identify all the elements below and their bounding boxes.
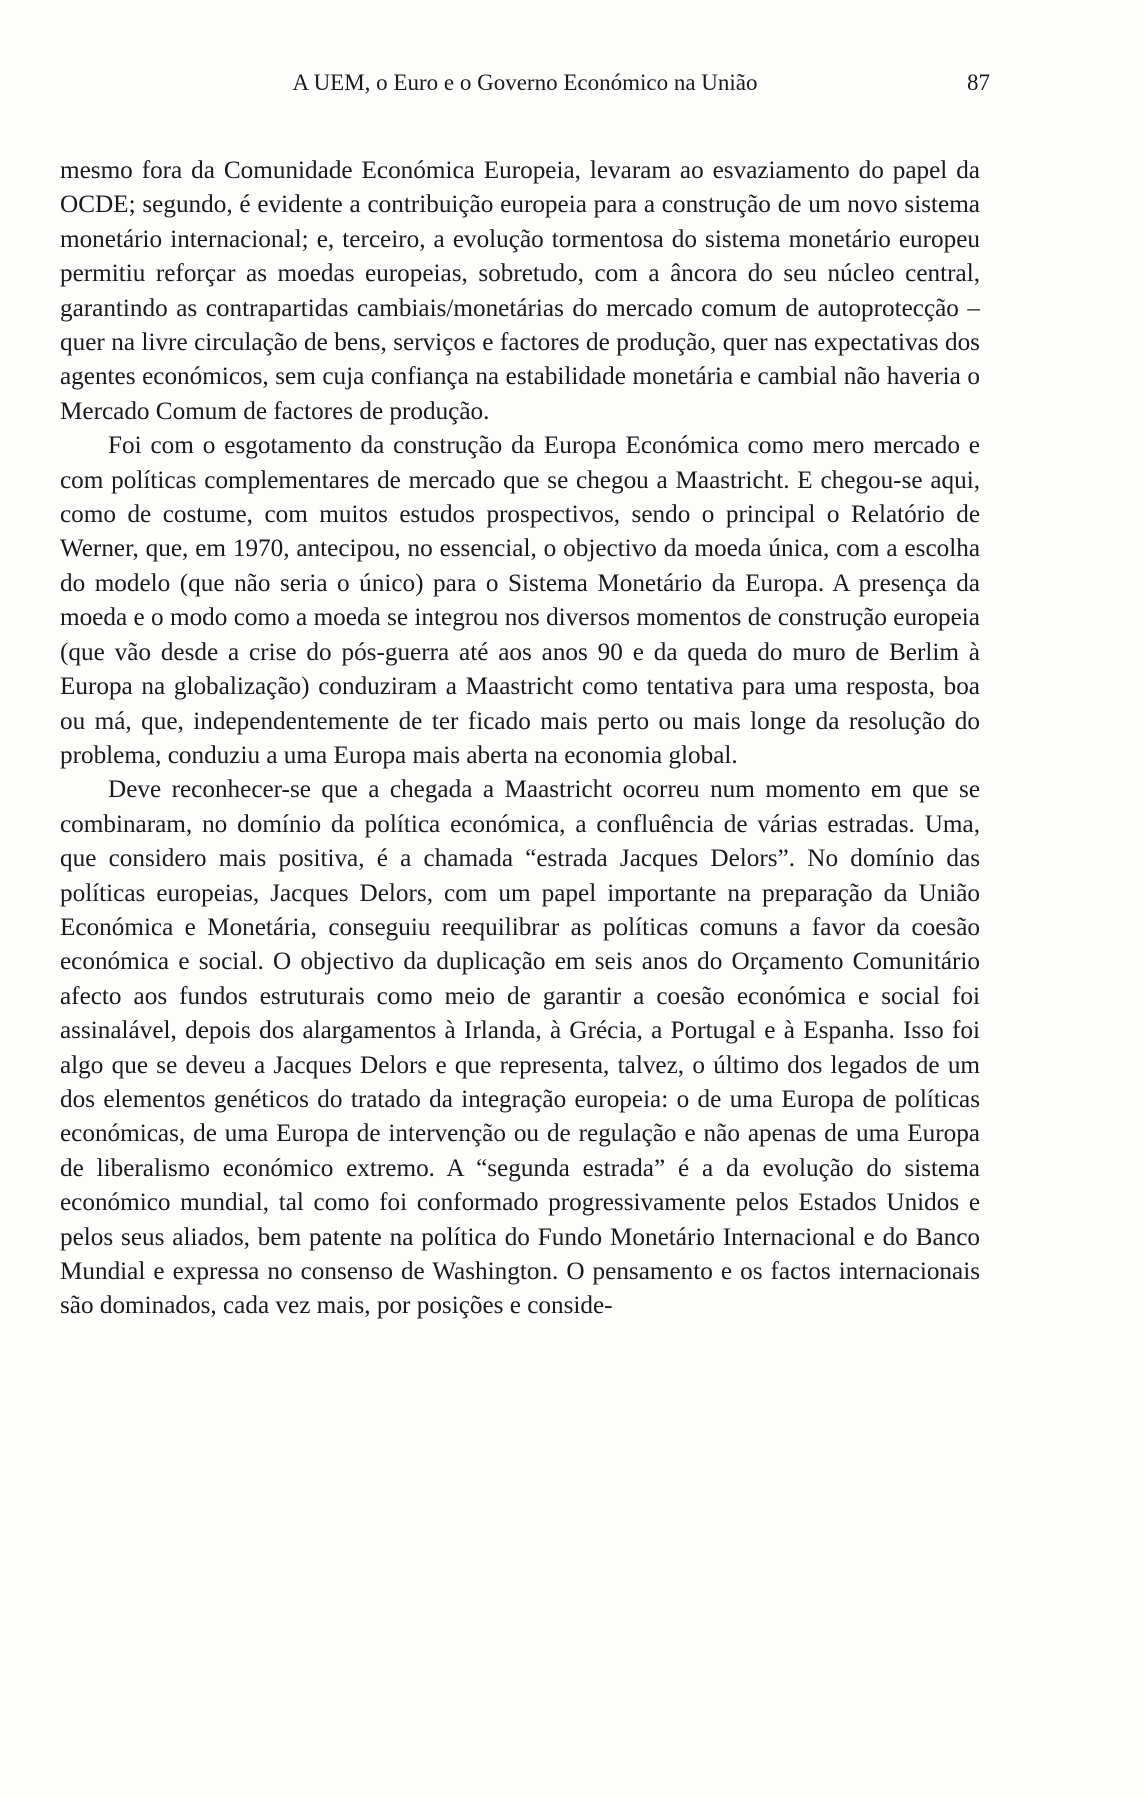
- running-title: A UEM, o Euro e o Governo Económico na União: [292, 70, 758, 95]
- body-text: [60, 154, 980, 1324]
- paragraph: mesmo fora da Comunidade Económica Europeia, levaram ao esvaziamento do papel da OCDE; segundo, é evidente a contribuição europeia para a construção de um novo sistema monetário internacional; e, terceiro, a evolução tormentosa do sistema monetário europeu permitiu reforçar as moedas europeias, sobretudo, com a âncora do seu núcleo central, garantindo as contrapartidas cambiais/monetárias do mercado comum de autoprotecção – quer na livre circulação de bens, serviços e factores de produção, quer nas expectativas dos agentes económicos, sem cuja confiança na estabilidade monetária e cambial não haveria o Mercado Comum de factores de produção.: [60, 157, 980, 425]
- running-header: [60, 70, 990, 104]
- paragraph: Deve reconhecer-se que a chegada a Maastricht ocorreu num momento em que se combinaram, no domínio da política económica, a confluência de várias estradas. Uma, que considero mais positiva, é a chamada “estrada Jacques Delors”. No domínio das políticas europeias, Jacques Delors, com um papel importante na preparação da União Económica e Monetária, conseguiu reequilibrar as políticas comuns a favor da coesão económica e social. O objectivo da duplicação em seis anos do Orçamento Comunitário afecto aos fundos estruturais como meio de garantir a coesão económica e social foi assinalável, depois dos alargamentos à Irlanda, à Grécia, a Portugal e à Espanha. Isso foi algo que se deveu a Jacques Delors e que representa, talvez, o último dos legados de um dos elementos genéticos do tratado da integração europeia: o de uma Europa de políticas económicas, de uma Europa de intervenção ou de regulação e não apenas de uma Europa de liberalismo económico extremo. A “segunda estrada” é a da evolução do sistema económico mundial, tal como foi conformado progressivamente pelos Estados Unidos e pelos seus aliados, bem patente na política do Fundo Monetário Internacional e do Banco Mundial e expressa no consenso de Washington. O pensamento e os factos internacionais são dominados, cada vez mais, por posições e conside-: [60, 776, 980, 1320]
- page-number: 87: [967, 70, 990, 95]
- paragraph: Foi com o esgotamento da construção da Europa Económica como mero mercado e com políticas complementares de mercado que se chegou a Maastricht. E chegou-se aqui, como de costume, com muitos estudos prospectivos, sendo o principal o Relatório de Werner, que, em 1970, antecipou, no essencial, o objectivo da moeda única, com a escolha do modelo (que não seria o único) para o Sistema Monetário da Europa. A presença da moeda e o modo como a moeda se integrou nos diversos momentos de construção europeia (que vão desde a crise do pós-guerra até aos anos 90 e da queda do muro de Berlim à Europa na globalização) conduziram a Maastricht como tentativa para uma resposta, boa ou má, que, independentemente de ter ficado mais perto ou mais longe da resolução do problema, conduziu a uma Europa mais aberta na economia global.: [60, 432, 980, 769]
